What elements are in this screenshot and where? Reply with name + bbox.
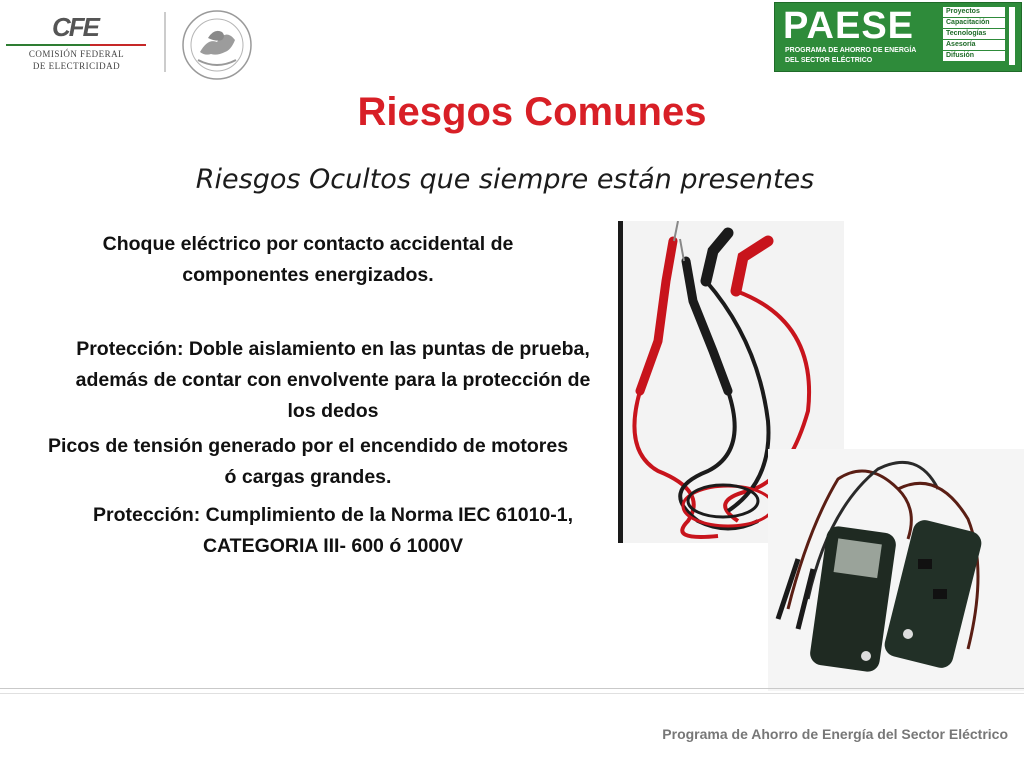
protection-paragraph-2: Protección: Cumplimiento de la Norma IEC 61010-1, CATEGORIA III- 600 ó 1000V: [92, 504, 574, 557]
paese-subtitle-line1: PROGRAMA DE AHORRO DE ENERGÍA: [785, 47, 917, 54]
paese-item: Tecnologías: [943, 29, 1005, 39]
paese-subtitle-line2: DEL SECTOR ELÉCTRICO: [785, 57, 873, 64]
paese-item: Difusión: [943, 51, 1005, 61]
multimeter-photo: [768, 449, 1024, 691]
footer-text: Programa de Ahorro de Energía del Sector Eléctrico: [662, 726, 1008, 742]
slide-subtitle: Riesgos Ocultos que siempre están presentes: [195, 164, 815, 195]
footer-rule-secondary: [0, 693, 1024, 694]
cfe-logo-line1: COMISIÓN FEDERAL: [28, 49, 125, 59]
footer-rule: [0, 688, 1024, 689]
risk-paragraph-2: Picos de tensión generado por el encendido de motores ó cargas grandes.: [47, 435, 569, 488]
risk-paragraph-1: Choque eléctrico por contacto accidental de componentes energizados.: [102, 233, 514, 286]
paese-item: Capacitación: [943, 18, 1005, 28]
cfe-logo-line2: DE ELECTRICIDAD: [32, 61, 121, 71]
paese-item: Proyectos: [943, 7, 1005, 17]
paese-side-bar: [1009, 7, 1015, 65]
mexican-seal-icon: [178, 8, 256, 82]
header-divider: [164, 12, 166, 72]
paese-title: PAESE: [783, 5, 915, 47]
cfe-logo-mark: CFE: [52, 12, 98, 42]
paese-item-list: [943, 7, 1005, 62]
slide-title: Riesgos Comunes: [357, 90, 707, 134]
paese-logo: [774, 2, 1022, 72]
cfe-logo: [4, 10, 149, 72]
protection-paragraph-1: Protección: Doble aislamiento en las puntas de prueba, además de contar con envolvente para la protección de los dedos: [75, 338, 591, 422]
cfe-logo-line: [6, 44, 146, 46]
paese-item: Asesoría: [943, 40, 1005, 50]
